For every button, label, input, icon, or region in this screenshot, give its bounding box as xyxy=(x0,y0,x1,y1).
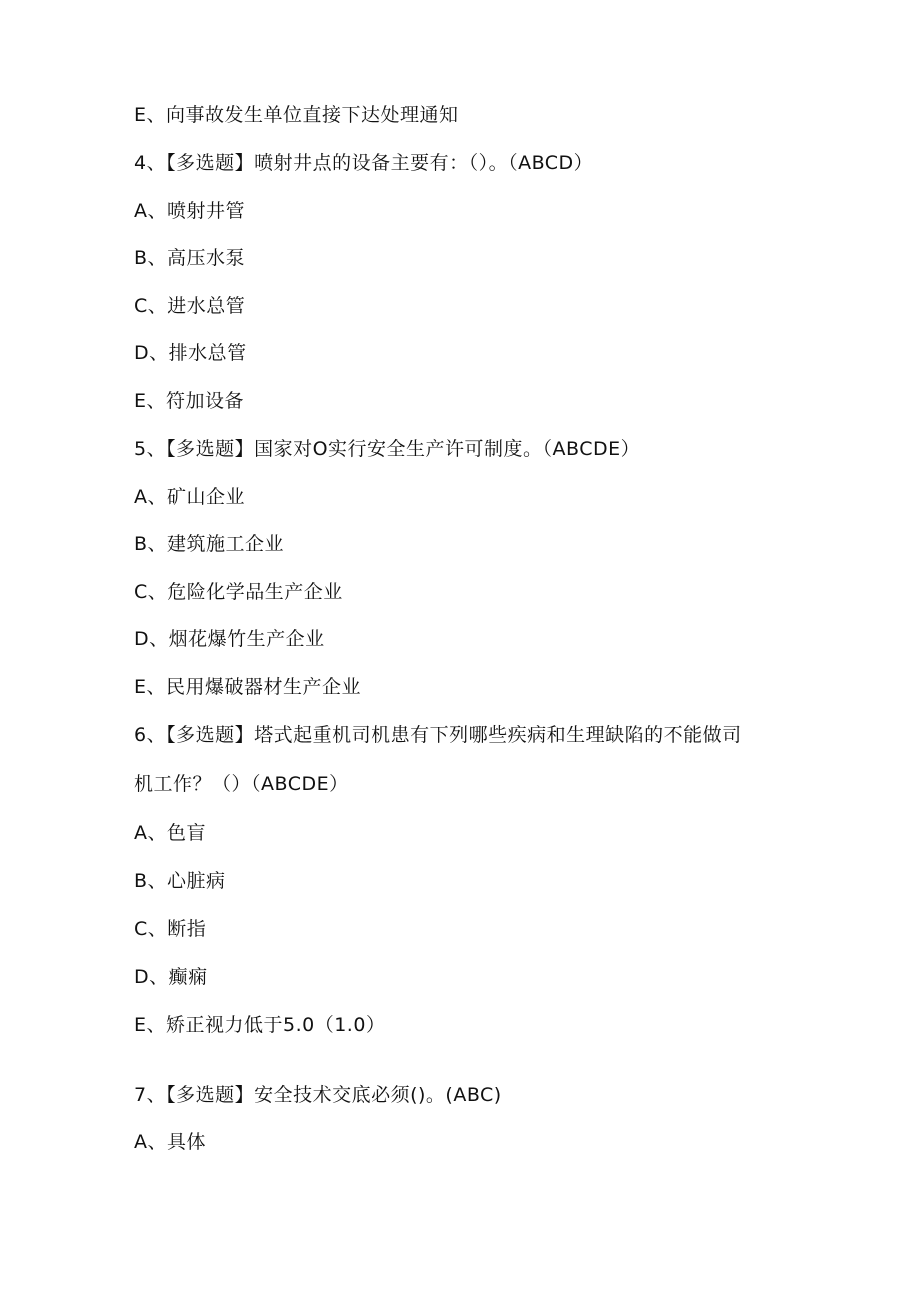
option-e-q6: E、矫正视力低于5.0（1.0） xyxy=(134,1014,386,1036)
question-6-line-2: 机工作？（）（ABCDE） xyxy=(134,773,349,795)
question-7: 7、【多选题】安全技术交底必须()。(ABC) xyxy=(134,1084,502,1106)
option-c-q5: C、危险化学品生产企业 xyxy=(134,581,343,603)
option-d-q4: D、排水总管 xyxy=(134,342,247,364)
option-d-q6: D、癫痫 xyxy=(134,966,208,988)
option-a-q5: A、矿山企业 xyxy=(134,486,245,508)
option-b-q4: B、高压水泵 xyxy=(134,247,246,269)
option-b-q6: B、心脏病 xyxy=(134,870,226,892)
question-4: 4、【多选题】喷射井点的设备主要有：（）。（ABCD） xyxy=(134,152,594,174)
option-a-q6: A、色盲 xyxy=(134,822,206,844)
option-d-q5: D、烟花爆竹生产企业 xyxy=(134,628,325,650)
option-e-q5: E、民用爆破器材生产企业 xyxy=(134,676,362,698)
option-c-q6: C、断指 xyxy=(134,918,207,940)
option-c-q4: C、进水总管 xyxy=(134,295,246,317)
option-e-q4: E、符加设备 xyxy=(134,390,245,412)
option-b-q5: B、建筑施工企业 xyxy=(134,533,285,555)
option-a-q7: A、具体 xyxy=(134,1131,206,1153)
option-a-q4: A、喷射井管 xyxy=(134,200,245,222)
question-6-line-1: 6、【多选题】塔式起重机司机患有下列哪些疾病和生理缺陷的不能做司 xyxy=(134,724,742,746)
option-e-q3: E、向事故发生单位直接下达处理通知 xyxy=(134,104,459,126)
question-5: 5、【多选题】国家对O实行安全生产许可制度。（ABCDE） xyxy=(134,438,641,460)
